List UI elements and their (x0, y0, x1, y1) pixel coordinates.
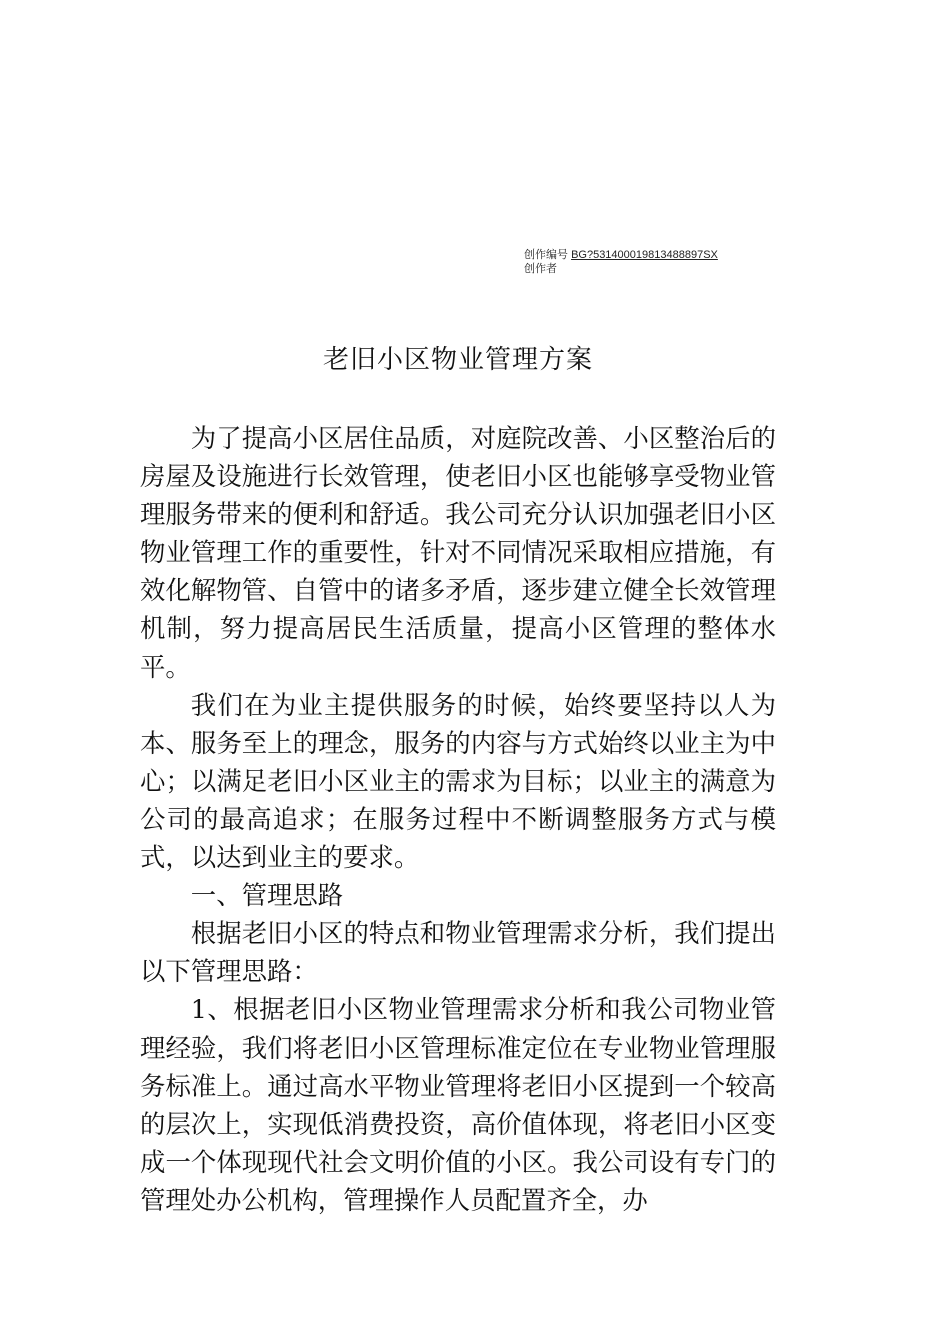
document-meta (524, 248, 718, 276)
document-body (140, 419, 776, 1219)
author-label: 创作者 (524, 263, 557, 275)
paragraph-approach-item-1: 1、根据老旧小区物业管理需求分析和我公司物业管理经验，我们将老旧小区管理标准定位在专业物业管理服务标准上。通过高水平物业管理将老旧小区提到一个较高的层次上，实现低消费投资，高价值体现，将老旧小区变成一个体现现代社会文明价值的小区。我公司设有专门的管理处办公机构，管理操作人员配置齐全，办 (140, 994, 776, 1215)
document-title: 老旧小区物业管理方案 (322, 345, 593, 375)
paragraph-service-philosophy: 我们在为业主提供服务的时候，始终要坚持以人为本、服务至上的理念，服务的内容与方式始终以业主为中心；以满足老旧小区业主的需求为目标；以业主的满意为公司的最高追求；在服务过程中不断调整服务方式与模式，以达到业主的要求。 (140, 689, 776, 873)
creation-code-value: BG?531400019813488897SX (571, 249, 718, 261)
paragraph-intro: 为了提高小区居住品质，对庭院改善、小区整治后的房屋及设施进行长效管理，使老旧小区也能够享受物业管理服务带来的便利和舒适。我公司充分认识加强老旧小区物业管理工作的重要性，针对不同情况采取相应措施，有效化解物管、自管中的诸多矛盾，逐步建立健全长效管理机制，努力提高居民生活质量，提高小区管理的整体水平。 (140, 423, 776, 682)
section-heading-management-approach: 一、管理思路 (190, 880, 344, 911)
paragraph-approach-intro: 根据老旧小区的特点和物业管理需求分析，我们提出以下管理思路： (140, 918, 776, 987)
creation-code-label: 创作编号 (524, 249, 568, 261)
creation-code-line (524, 248, 718, 262)
